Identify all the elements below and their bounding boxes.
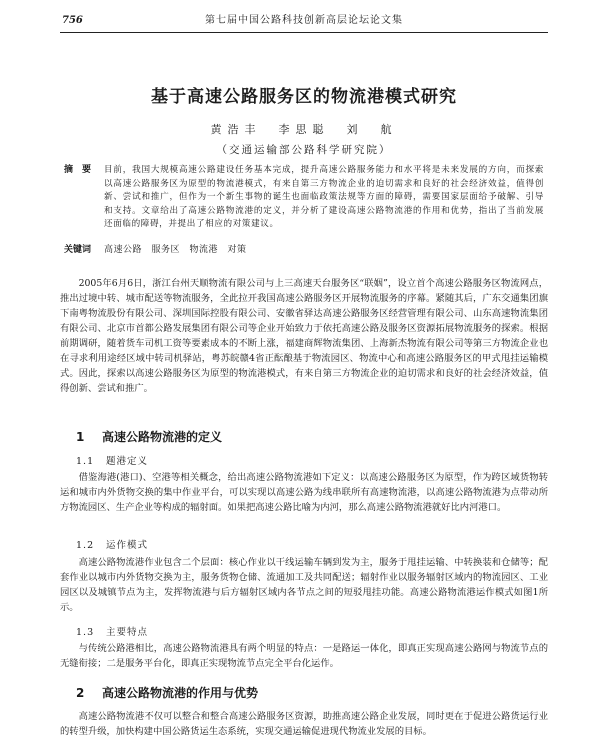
running-header [60, 14, 548, 33]
abstract-label: 摘 要 [64, 165, 92, 175]
subsection-heading-1-3 [76, 624, 548, 638]
subsection-number: 1.2 [76, 540, 95, 551]
subsection-paragraph: 与传统公路港相比，高速公路物流港具有两个明显的特点：一是路运一体化，即真正实现高速公路网与物流节点的无缝衔接；二是服务平台化，即真正实现物流节点完全平台化运作。 [60, 643, 548, 669]
paper-title: 基于高速公路服务区的物流港模式研究 [151, 87, 457, 107]
subsection-heading-1-2 [76, 537, 548, 551]
keywords-label: 关键词 [64, 245, 92, 255]
section-heading-1 [76, 428, 548, 445]
subsection-number: 1.3 [76, 627, 95, 638]
section-paragraph: 高速公路物流港不仅可以整合和整合高速公路服务区资源，助推高速公路企业发展，同时更在于促进公路货运行业的转型升级，加快构建中国公路货运生态系统，实现交通运输促进现代物流业发展的目标。 [60, 711, 548, 737]
intro-paragraph: 2005年6月6日，浙江台州天顺物流有限公司与上三高速天台服务区“联姻”，设立首个高速公路服务区物流网点，推出过境中转、城市配送等物流服务，全此拉开我国高速公路服务区开展物流服务的序幕。紧随其后，广东交通集团旗下南粤物流股份有限公司、深圳国际控股有限公司、安徽省驿达高速公路服务区经营管理有限公司、山东高速物流集团有限公司、北京市首都公路发展集团有限公司等企业开始致力于依托高速公路及服务区资源拓展物流服务的探索。根据前期调研，随着货车司机工资等要素成本的不断上涨，福建商辉物流集团、上海新杰物流有限公司等第三方物流企业也在寻求利用途经区域中转司机驿站，粤苏皖赣4省正酝酿基于物流园区、物流中心和高速公路服务区的甲式甩挂运输模式。因此，探索以高速公路服务区为原型的物流港模式，有来自第三方物流企业的迫切需求和良好的社会经济效益，值得创新、尝试和推广。 [60, 278, 548, 394]
abstract [64, 164, 544, 232]
abstract-text: 目前，我国大规模高速公路建设任务基本完成，提升高速公路服务能力和水平将是未来发展的方向，而探索以高速公路服务区为原型的物流港模式，有来自第三方物流企业的迫切需求和良好的社会经济效益，值得创新、尝试和推广，但作为一个新生事物的诞生也面临政策法规等方面的障碍，需要国家层面给予破解、引导和支持。文章给出了高速公路物流港的定义，并分析了建设高速公路物流港的作用和优势，指出了当前发展还面临的障碍，并提出了相应的对策建议。 [104, 165, 544, 230]
subsection-number: 1.1 [76, 456, 95, 467]
affiliation: （交通运输部公路科学研究院） [216, 144, 392, 156]
section-heading-2 [76, 684, 548, 701]
section-number: 1 [76, 430, 85, 444]
subsection-paragraph: 借鉴海港(港口)、空港等相关概念，给出高速公路物流港如下定义：以高速公路服务区为原型，作为跨区域货物转运和城市内外货物交换的集中作业平台，可以实现以高速公路为线串联所有高速物流港，以高速公路物流港为点带动所方物流园区、生产企业等构成的辐射面。如果把高速公路比喻为内河，那么高速公路物流港就好比内河港口。 [60, 472, 548, 513]
author-list: 黄浩丰 李思聪 刘 航 [210, 123, 398, 136]
section-number: 2 [76, 686, 85, 700]
section-title: 高速公路物流港的作用与优势 [102, 686, 259, 700]
subsection-heading-1-1 [76, 453, 548, 467]
running-title: 第七届中国公路科技创新高层论坛论文集 [205, 15, 403, 26]
page-number: 756 [62, 15, 83, 26]
section-title: 高速公路物流港的定义 [102, 430, 223, 444]
keywords-text: 高速公路 服务区 物流港 对策 [104, 245, 247, 255]
keywords [64, 244, 544, 257]
subsection-title: 题港定义 [106, 456, 149, 467]
subsection-title: 运作模式 [106, 540, 149, 551]
subsection-paragraph: 高速公路物流港作业包含二个层面：核心作业以干线运输车辆到发为主，服务于甩挂运输、中转换装和仓储等；配套作业以城市内外货物交换为主，服务货物仓储、流通加工及共同配送；辐射作业以服务辐射区域内的物流园区、工业园区以及城镇节点为主，发挥物流港与后方辐射区域内各节点之间的短驳甩挂功能。高速公路物流港运作模式如图1所示。 [60, 557, 548, 613]
subsection-title: 主要特点 [106, 627, 149, 638]
